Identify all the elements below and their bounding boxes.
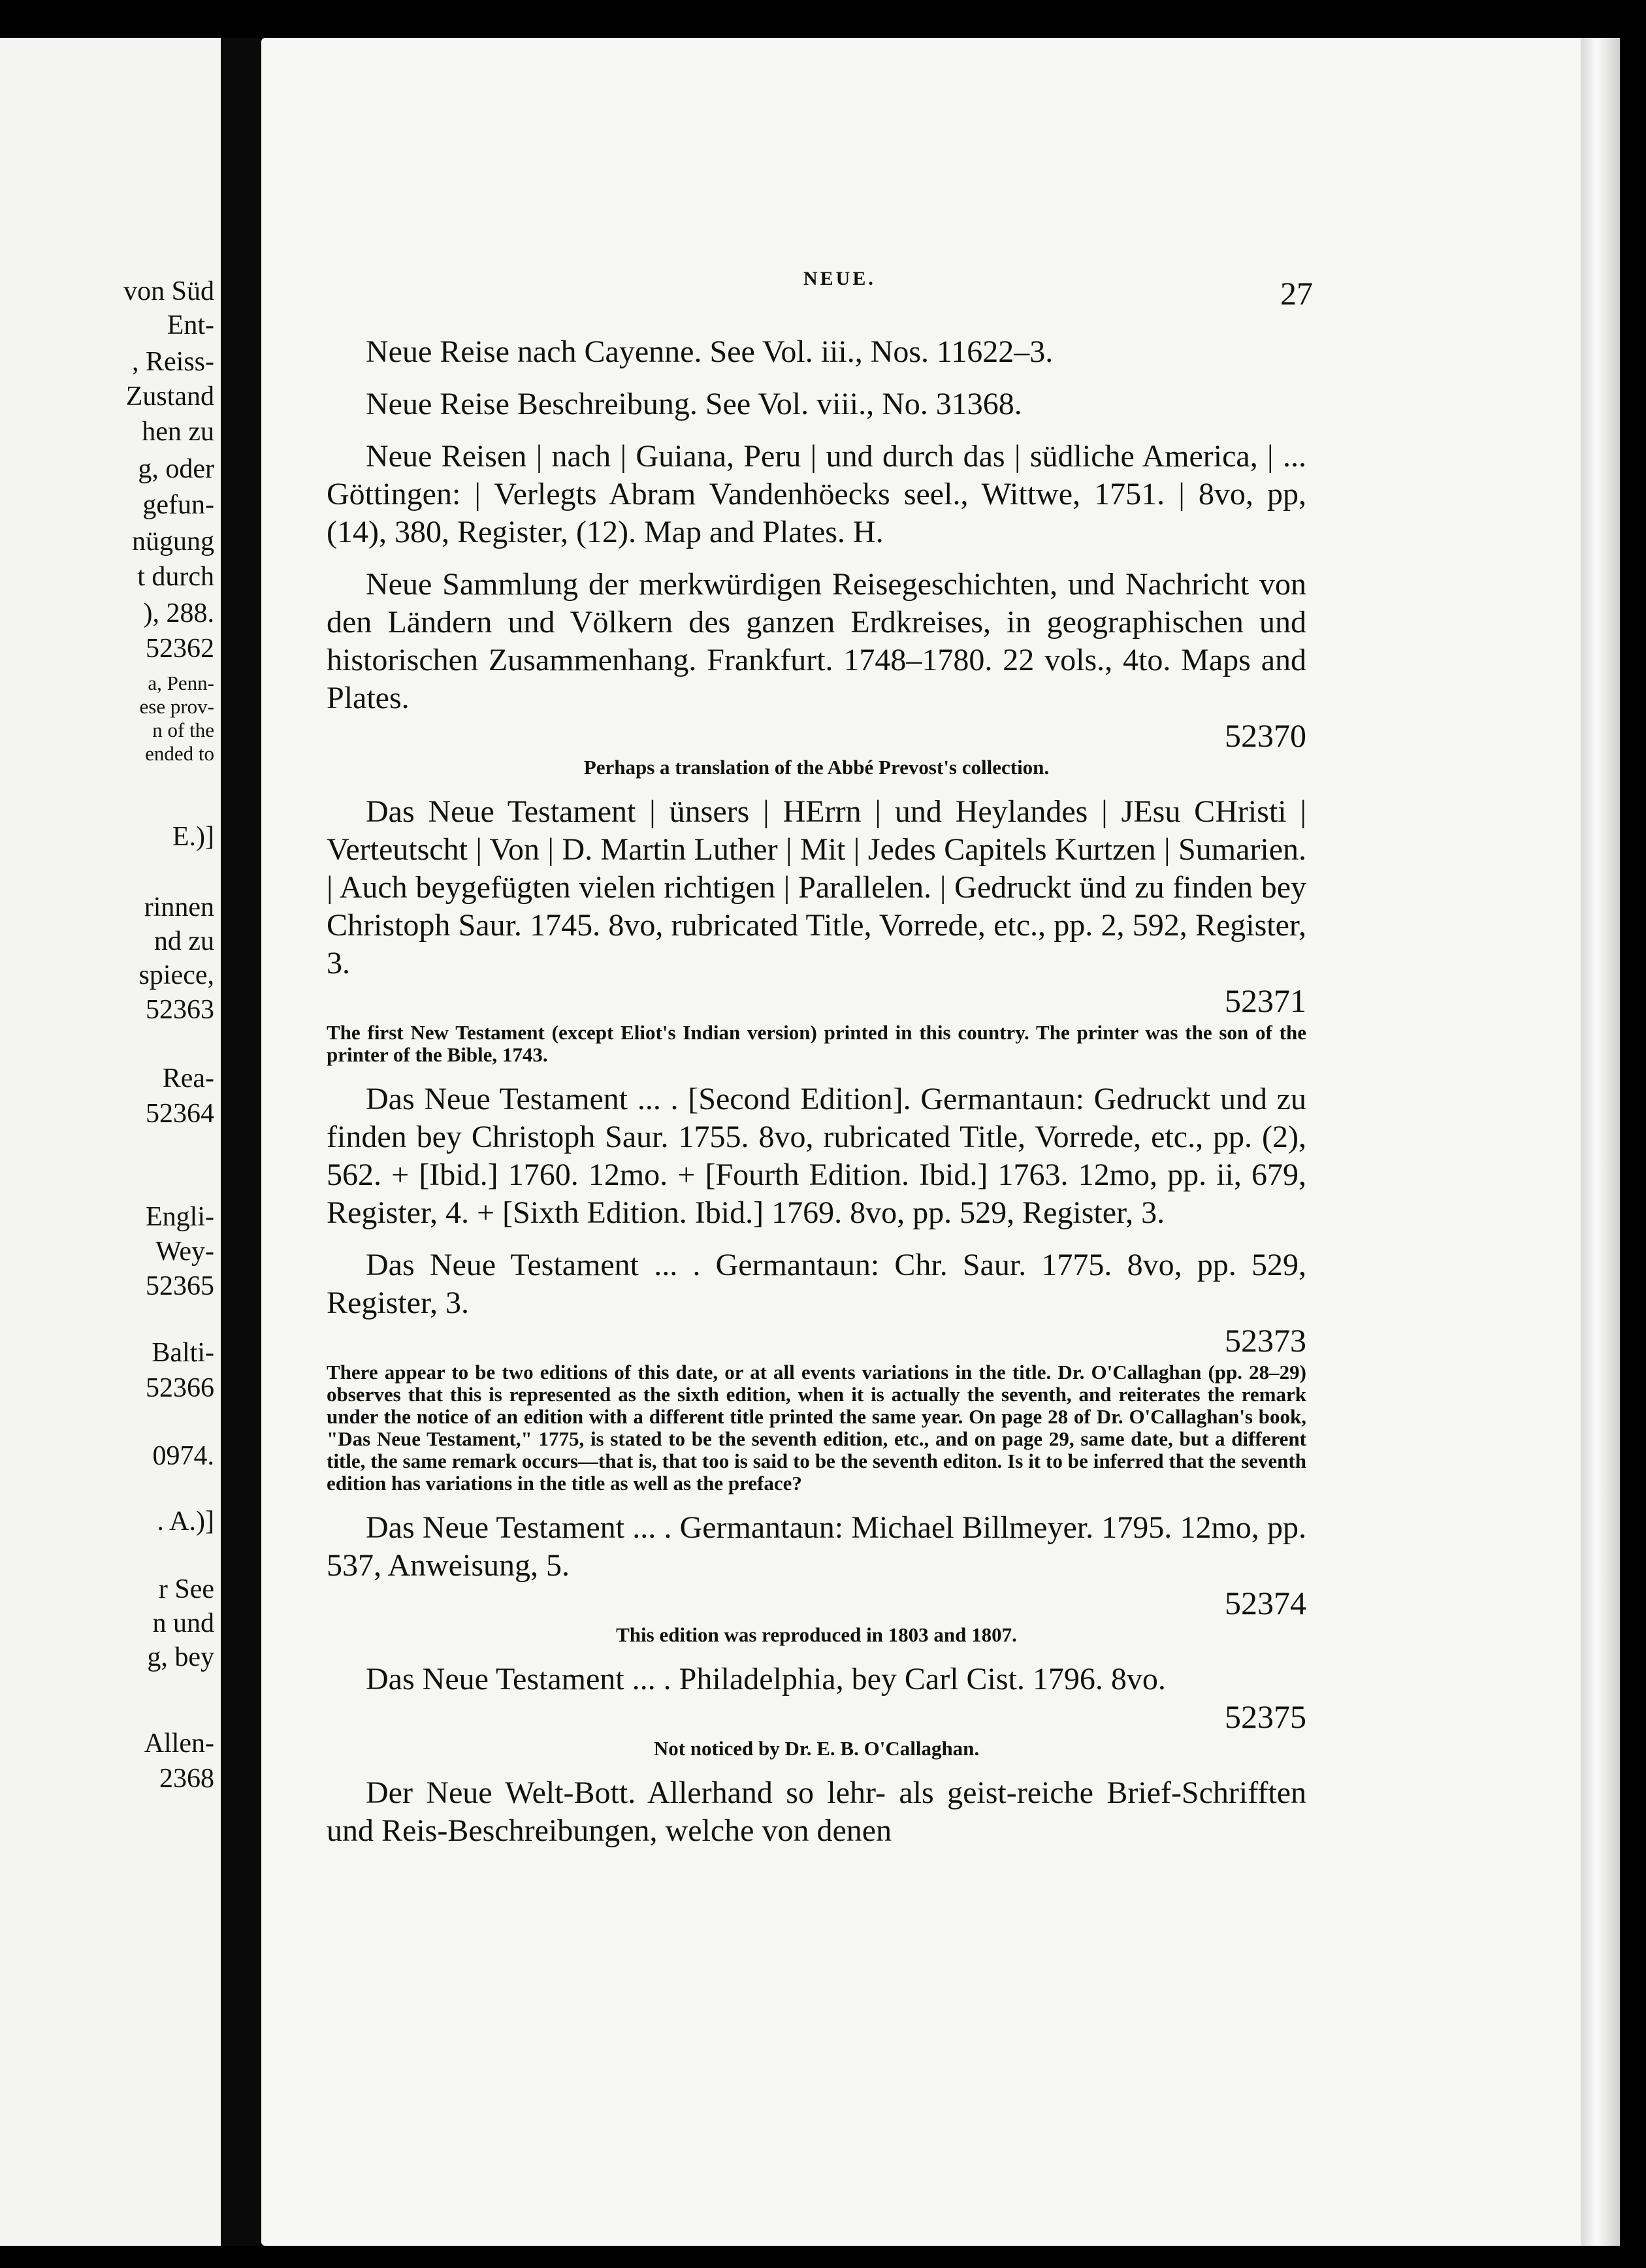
left-page-text-fragment: 52362 bbox=[146, 634, 214, 664]
left-page-text-fragment: 52365 bbox=[146, 1271, 214, 1301]
entry-neue-testament-1775 bbox=[327, 1246, 1306, 1495]
entry-number: 52373 bbox=[1225, 1322, 1306, 1359]
entry-note: There appear to be two editions of this date, or at all events variations in the title. Dr. O'Callaghan (pp. 28–29) observes that this is represented as the sixth edition, when it is actually the seventh, and reiterates the remark under the notice of an edition with a different title printed the same year. On page 28 of Dr. O'Callaghan's book, "Das Neue Testament," 1775, is stated to be the seventh edition, etc., and on page 29, same date, but a different title, the same remark occurs—that is, that too is said to be the seventh editon. Is it to be inferred that the seventh edition has variations in the title as well as the preface? bbox=[327, 1361, 1306, 1495]
left-page-text-fragment: Balti- bbox=[152, 1338, 214, 1368]
left-page-text-fragment: ), 288. bbox=[143, 598, 214, 628]
entry-note: This edition was reproduced in 1803 and 1807. bbox=[616, 1623, 1017, 1646]
left-page-text-fragment: spiece, bbox=[138, 960, 214, 990]
left-page-text-fragment: nd zu bbox=[153, 926, 214, 956]
entry-note: Perhaps a translation of the Abbé Prevost's collection. bbox=[583, 756, 1050, 779]
entry-note: The first New Testament (except Eliot's Indian version) printed in this country. The printer was the son of the printer of the Bible, 1743. bbox=[327, 1021, 1306, 1066]
entry-number: 52371 bbox=[1225, 982, 1306, 1019]
entry-text: Das Neue Testament ... . [Second Edition]. Germantaun: Gedruckt und zu finden bey Christoph Saur. 1755. 8vo, rubricated Title, Vorrede, etc., pp. (2), 562. + [Ibid.] 1760. 12mo. + [Fourth Edition. Ibid.] 1763. 12mo, pp. ii, 679, Register, 4. + [Sixth Edition. Ibid.] 1769. 8vo, pp. 529, Register, 3. bbox=[327, 1082, 1306, 1230]
entry-text: Das Neue Testament | ünsers | HErrn | und Heylandes | JEsu CHristi | Verteutscht | Von | D. Martin Luther | Mit | Jedes Capitels Kurtzen | Sumarien. | Auch beygefügten vielen richtigen | Parallelen. | Gedruckt ünd zu finden bey Christoph Saur. 1745. 8vo, rubricated Title, Vorrede, etc., pp. 2, 592, Register, 3. bbox=[327, 794, 1306, 980]
entry-neue-testament-1795 bbox=[327, 1509, 1306, 1646]
running-header: NEUE. bbox=[803, 268, 876, 289]
left-page-text-fragment: 52363 bbox=[146, 995, 214, 1025]
left-page-text-fragment: ese prov- bbox=[139, 695, 214, 718]
left-page-text-fragment: Engli- bbox=[146, 1202, 214, 1232]
page-number: 27 bbox=[1280, 275, 1313, 312]
bibliography-entries bbox=[327, 333, 1306, 1864]
left-page-text-fragment: Zustand bbox=[125, 381, 214, 412]
entry-text: Das Neue Testament ... . Germantaun: Chr. Saur. 1775. 8vo, pp. 529, Register, 3. bbox=[327, 1248, 1306, 1320]
left-page-text-fragment: 52364 bbox=[146, 1099, 214, 1129]
left-page-text-fragment: Rea- bbox=[162, 1063, 214, 1094]
left-page-text-fragment: r See bbox=[158, 1574, 214, 1604]
left-page-text-fragment: rinnen bbox=[144, 892, 214, 922]
left-page-text-fragment: 52366 bbox=[146, 1373, 214, 1403]
entry-neue-welt-bott bbox=[327, 1774, 1306, 1850]
left-page-text-fragment: . A.)] bbox=[157, 1506, 214, 1536]
left-page-text-fragment: 2368 bbox=[159, 1764, 214, 1794]
entry-text: Das Neue Testament ... . Germantaun: Michael Billmeyer. 1795. 12mo, pp. 537, Anweisung, 5. bbox=[327, 1510, 1306, 1583]
left-page-text-fragment: von Süd bbox=[123, 276, 214, 306]
entry-text: Neue Reise nach Cayenne. See Vol. iii., Nos. 11622–3. bbox=[366, 334, 1054, 369]
left-page-text-fragment: Ent- bbox=[167, 310, 214, 340]
entry-text: Das Neue Testament ... . Philadelphia, bey Carl Cist. 1796. 8vo. bbox=[366, 1662, 1166, 1696]
entry-neue-testament-1796 bbox=[327, 1660, 1306, 1760]
left-page-text-fragment: n und bbox=[152, 1608, 214, 1638]
entry-neue-reise-cayenne bbox=[327, 333, 1306, 371]
left-page-text-fragment: , Reiss- bbox=[132, 347, 214, 377]
page-edge bbox=[1581, 38, 1620, 2246]
left-page-text-fragment: 0974. bbox=[152, 1441, 214, 1471]
entry-neue-reisen-guiana bbox=[327, 438, 1306, 551]
entry-neue-testament-1745 bbox=[327, 793, 1306, 1066]
entry-neue-sammlung bbox=[327, 566, 1306, 779]
entry-note: Not noticed by Dr. E. B. O'Callaghan. bbox=[653, 1737, 980, 1760]
entry-text: Neue Sammlung der merkwürdigen Reisegeschichten, und Nachricht von den Ländern und Völkern des ganzen Erdkreises, in geographischen und historischen Zusammenhang. Frankfurt. 1748–1780. 22 vols., 4to. Maps and Plates. bbox=[327, 567, 1306, 715]
entry-number: 52375 bbox=[1225, 1698, 1306, 1735]
left-page-fragment bbox=[0, 38, 221, 2246]
entry-neue-reise-beschreibung bbox=[327, 385, 1306, 423]
left-page-text-fragment: ended to bbox=[145, 742, 214, 765]
left-page-text-fragment: a, Penn- bbox=[148, 672, 214, 694]
entry-text: Der Neue Welt-Bott. Allerhand so lehr- als geist-reiche Brief-Schrifften und Reis-Beschreibungen, welche von denen bbox=[327, 1775, 1306, 1848]
entry-number: 52370 bbox=[1225, 717, 1306, 754]
left-page-text-fragment: gefun- bbox=[142, 490, 214, 520]
left-page-text-fragment: E.)] bbox=[172, 822, 214, 852]
left-page-text-fragment: g, bey bbox=[147, 1642, 214, 1672]
left-page-text-fragment: hen zu bbox=[142, 417, 214, 447]
left-page-text-fragment: t durch bbox=[137, 562, 214, 592]
entry-number: 52374 bbox=[1225, 1585, 1306, 1621]
left-page-text-fragment: Wey- bbox=[155, 1237, 214, 1267]
book-gutter bbox=[221, 38, 260, 2246]
left-page-text-fragment: g, oder bbox=[138, 454, 214, 484]
entry-text: Neue Reise Beschreibung. See Vol. viii., No. 31368. bbox=[366, 387, 1022, 421]
left-page-text-fragment: nügung bbox=[132, 526, 214, 557]
entry-text: Neue Reisen | nach | Guiana, Peru | und durch das | südliche America, | ... Göttingen: | Verlegts Abram Vandenhöecks seel., Wittwe, 1751. | 8vo, pp, (14), 380, Register, (12). Map and Plates. H. bbox=[327, 439, 1306, 549]
entry-neue-testament-second-edition bbox=[327, 1080, 1306, 1232]
left-page-text-fragment: Allen- bbox=[144, 1728, 214, 1758]
left-page-text-fragment: n of the bbox=[152, 719, 214, 741]
